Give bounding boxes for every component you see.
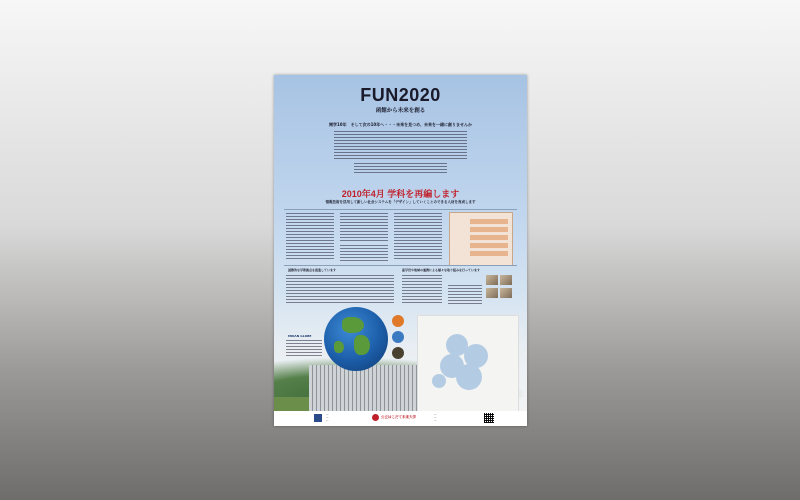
- poster: [274, 75, 527, 426]
- intro-text-block: [334, 131, 467, 159]
- divider: [284, 265, 517, 266]
- column-text-2: [340, 213, 388, 241]
- intro-text-block-2: [354, 163, 447, 175]
- university-name: 公立はこだて未来大学: [381, 415, 416, 419]
- chart-bar: [470, 227, 508, 232]
- poster-lead: 開学10年 そして次の10年へ・・・未来を見つめ、未来を一緒に創りませんか: [329, 122, 472, 127]
- photo-thumb: [486, 288, 498, 298]
- chart-bar: [470, 251, 508, 256]
- campus-building: [309, 365, 424, 411]
- divider: [284, 209, 517, 210]
- chart-bar: [470, 243, 508, 248]
- university-logo-icon: [372, 414, 379, 421]
- community-text-1: [402, 275, 442, 303]
- community-section-label: 産学官や地域の連携による様々な取り組みを行っています: [402, 268, 481, 272]
- footer-badge: [314, 414, 322, 422]
- community-text-2: [448, 285, 482, 305]
- puzzle-cutout-panel: [417, 315, 519, 417]
- chart-bar: [470, 219, 508, 224]
- globe-caption: MIKAN GLOBE: [288, 334, 312, 338]
- headline-sub: 情報技術を活用して新しい社会システムを「デザイン」していくことのできる人材を育成します: [325, 200, 476, 204]
- chart-bar: [470, 235, 508, 240]
- footer-info-right: — — —: [434, 413, 437, 422]
- photo-thumb: [486, 275, 498, 285]
- mini-globe-blue: [392, 331, 404, 343]
- globe-text: [286, 340, 322, 356]
- column-text-3: [340, 245, 388, 261]
- poster-subtitle: 函館から未来を創る: [375, 108, 426, 114]
- poster-title: FUN2020: [360, 85, 441, 105]
- department-chart: [449, 212, 513, 266]
- column-text-4: [394, 213, 442, 261]
- mini-globe-dark: [392, 347, 404, 359]
- research-text: [286, 275, 394, 303]
- column-text-1: [286, 213, 334, 261]
- mini-globe-orange: [392, 315, 404, 327]
- world-globe-image: [324, 307, 388, 371]
- headline: 2010年4月 学科を再編します: [341, 189, 460, 199]
- photo-thumb: [500, 288, 512, 298]
- research-section-label: 国際的な学術拠点を推進しています: [288, 268, 337, 272]
- photo-thumb: [500, 275, 512, 285]
- poster-footer: [274, 411, 527, 426]
- footer-info-left: — — —: [326, 413, 329, 422]
- qr-code: [484, 413, 494, 423]
